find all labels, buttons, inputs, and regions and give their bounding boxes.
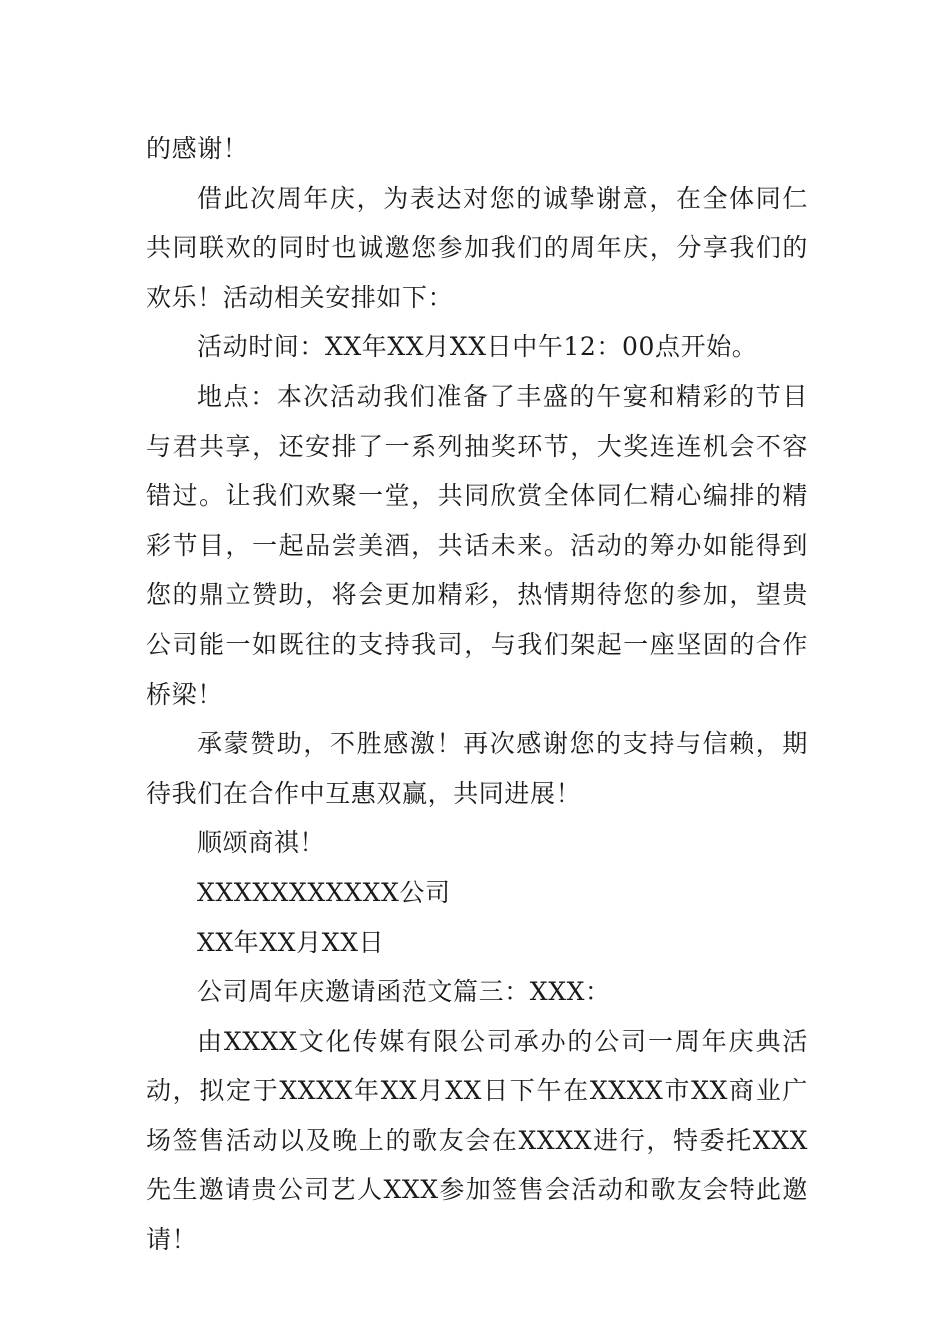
- paragraph-event-location: 地点：本次活动我们准备了丰盛的午宴和精彩的节目与君共享，还安排了一系列抽奖环节，大奖连连机会不容错过。让我们欢聚一堂，共同欣赏全体同仁精心编排的精彩节目，一起品尝美酒，共话未来。活动的筹办如能得到您的鼎立赞助，将会更加精彩，热情期待您的参加，望贵公司能一如既往的支持我司，与我们架起一座坚固的合作桥梁！: [146, 381, 808, 709]
- document-body: [146, 124, 808, 1265]
- paragraph-salutation: 顺颂商祺！: [197, 828, 326, 858]
- signature-date: XX年XX月XX日: [197, 927, 385, 957]
- paragraph-event-time: 活动时间：XX年XX月XX日中午12：00点开始。: [197, 332, 758, 362]
- paragraph-continued-thanks: 的感谢！: [146, 134, 249, 163]
- paragraph-thanks-closing: 承蒙赞助，不胜感激！再次感谢您的支持与信赖，期待我们在合作中互惠双赢，共同进展！: [146, 729, 808, 808]
- paragraph-anniversary-event: 由XXXX文化传媒有限公司承办的公司一周年庆典活动，拟定于XXXX年XX月XX日下午在XXXX市XX商业广场签售活动以及晚上的歌友会在XXXX进行，特委托XXX先生邀请贵公司艺人XXX参加签售会活动和歌友会特此邀请！: [146, 1026, 808, 1255]
- signature-company: XXXXXXXXXXX公司: [197, 877, 451, 907]
- section-heading-sample-three: 公司周年庆邀请函范文篇三：XXX：: [197, 977, 611, 1007]
- paragraph-invitation-intro: 借此次周年庆，为表达对您的诚挚谢意，在全体同仁共同联欢的同时也诚邀您参加我们的周年庆，分享我们的欢乐！活动相关安排如下：: [146, 183, 808, 312]
